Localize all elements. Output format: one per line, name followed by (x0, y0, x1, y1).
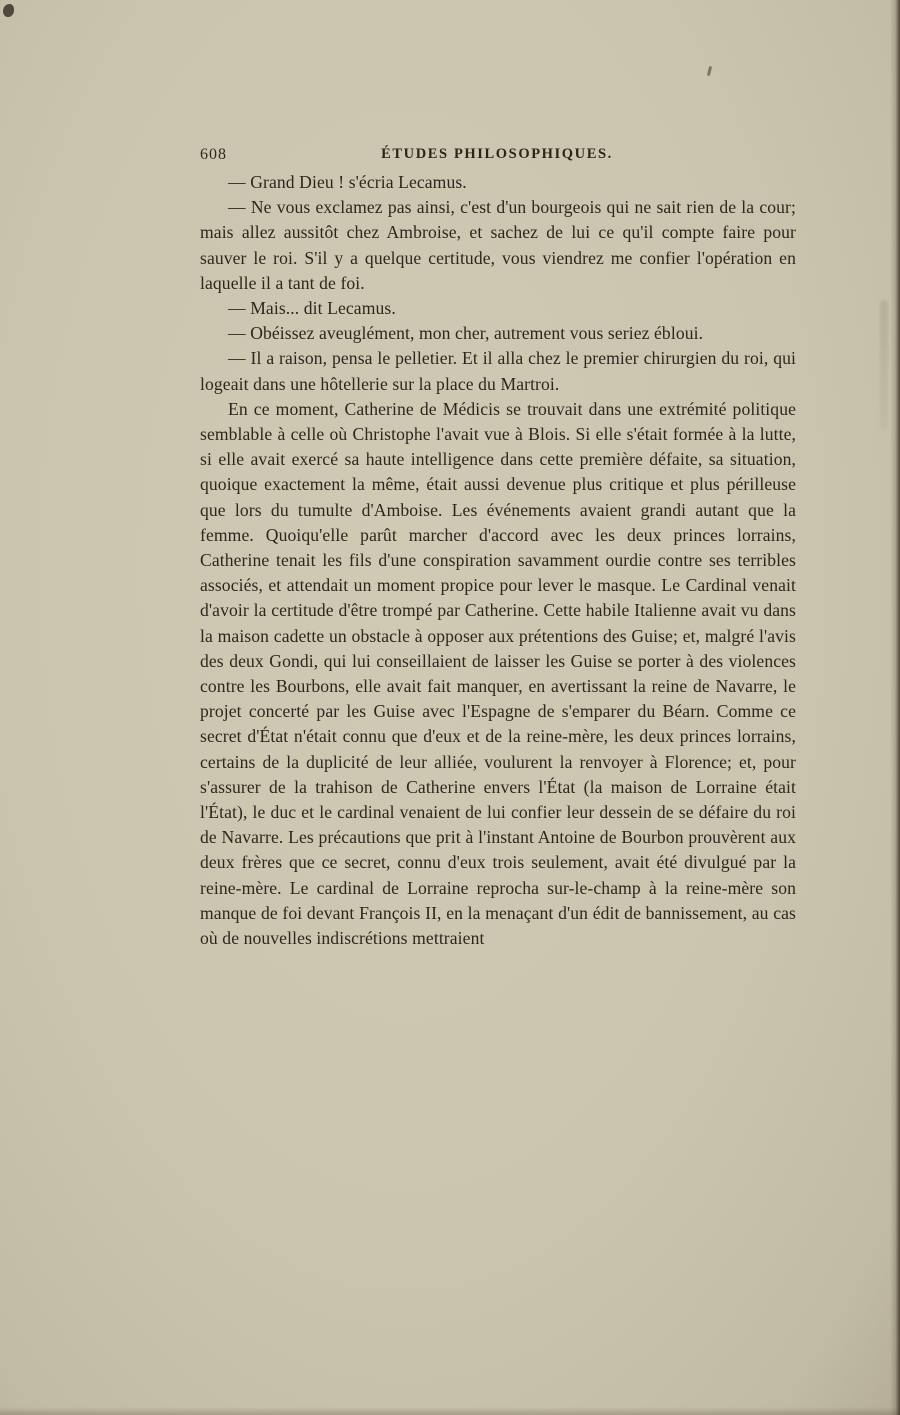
paragraph-dialogue-5: — Il a raison, pensa le pelletier. Et il alla chez le premier chirurgien du roi, qui logeait dans une hôtellerie sur la place du Martroi. (200, 348, 796, 394)
corner-ink-spot (3, 4, 14, 17)
paragraph-dialogue-1: — Grand Dieu ! s'écria Lecamus. (228, 172, 467, 192)
paragraph-dialogue-4: — Obéissez aveuglément, mon cher, autrement vous seriez ébloui. (228, 323, 704, 344)
ink-tick-mark (707, 66, 712, 76)
bleed-through-smudge (880, 300, 888, 430)
paragraph-dialogue-3: — Mais... dit Lecamus. (228, 298, 396, 319)
page-edge-shadow (890, 0, 900, 1415)
paragraph-narrative: En ce moment, Catherine de Médicis se trouvait dans une extrémité politique semblable à celle où Christophe l'avait vue à Blois. Si elle s'était formée à la lutte, si elle avait exercé sa haute intelligence dans cette première défaite, sa situation, quoique exactement la même, était aussi devenue plus critique et plus périlleuse que lors du tumulte d'Amboise. Les événements avaient grandi autant que la femme. Quoiqu'elle parût marcher d'accord avec les deux princes lorrains, Catherine tenait les fils d'une conspiration savamment ourdie contre ses terribles associés, et attendait un moment propice pour lever le masque. Le Cardinal venait d'avoir la certitude d'être trompé par Catherine. Cette habile Italienne avait vu dans la maison cadette un obstacle à opposer aux prétentions des Guise; et, malgré l'avis des deux Gondi, qui lui conseillaient de laisser les Guise se porter à des violences contre les Bourbons, elle avait fait manquer, en avertissant la reine de Navarre, le projet concerté par les Guise avec l'Espagne de s'emparer du Béarn. Comme ce secret d'État n'était connu que d'eux et de la reine-mère, les deux princes lorrains, certains de la duplicité de leur alliée, voulurent la renvoyer à Florence; et, pour s'assurer de la trahison de Catherine envers l'État (la maison de Lorraine était l'État), le duc et le cardinal venaient de lui confier leur dessein de se défaire du roi de Navarre. Les précautions que prit à l'instant Antoine de Bourbon prouvèrent aux deux frères que ce secret, connu d'eux trois seulement, avait été divulgué par la reine-mère. Le cardinal de Lorraine reprocha sur-le-champ à la reine-mère son manque de foi devant François II, en la menaçant d'un édit de bannissement, au cas où de nouvelles indiscrétions mettraient (200, 398, 796, 949)
page-bottom-shadow (0, 1407, 900, 1415)
page-header (200, 144, 794, 166)
body-text (200, 170, 796, 951)
running-title: ÉTUDES PHILOSOPHIQUES. (381, 146, 613, 162)
page-number: 608 (200, 146, 227, 163)
paragraph-dialogue-2: — Ne vous exclamez pas ainsi, c'est d'un bourgeois qui ne sait rien de la cour; mais allez aussitôt chez Ambroise, et sachez de lui ce qu'il compte faire pour sauver le roi. S'il y a quelque certitude, vous viendrez me confier l'opération en laquelle il a tant de foi. (200, 197, 796, 293)
